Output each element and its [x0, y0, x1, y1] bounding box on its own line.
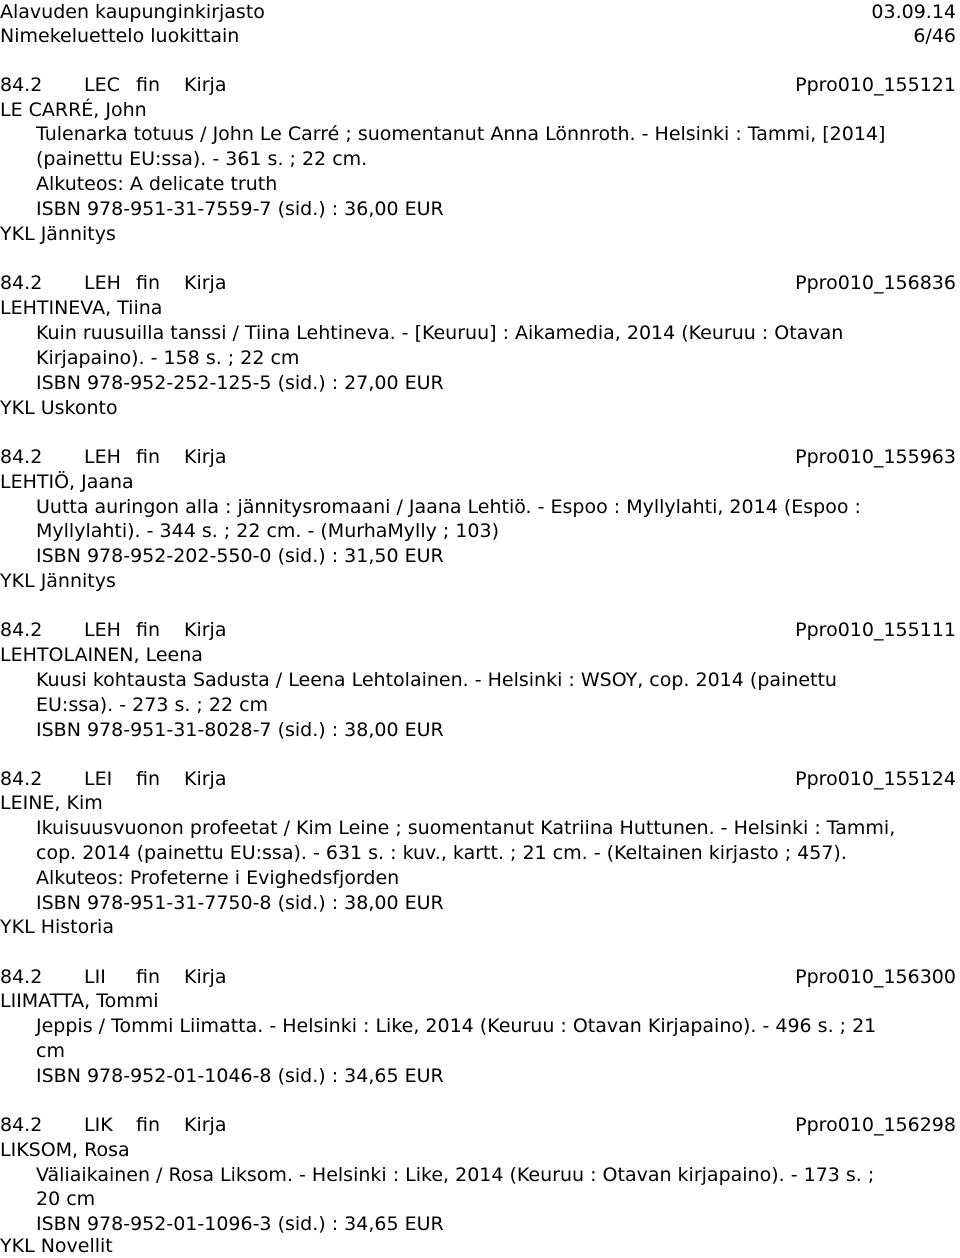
- entry-id: Ppro010_155963: [795, 446, 956, 468]
- entry-ykl: YKL Uskonto: [0, 397, 118, 419]
- entry-classification: 84.2 LEH fin Kirja: [0, 619, 227, 641]
- entry-isbn: ISBN 978-951-31-7750-8 (sid.) : 38,00 EUR: [36, 892, 444, 914]
- entry-author: LIKSOM, Rosa: [0, 1139, 130, 1161]
- entry-code-row: [0, 271, 960, 295]
- entry-isbn: ISBN 978-952-01-1046-8 (sid.) : 34,65 EUR: [36, 1065, 444, 1087]
- list-title: Nimekeluettelo luokittain: [0, 25, 240, 47]
- entry-id: Ppro010_155124: [795, 768, 956, 790]
- print-date: 03.09.14: [871, 1, 956, 23]
- entry-author: LE CARRÉ, John: [0, 99, 147, 121]
- entry-description-line: Uutta auringon alla : jännitysromaani / Jaana Lehtiö. - Espoo : Myllylahti, 2014 (Espoo :: [36, 496, 861, 518]
- entry-description-line: Jeppis / Tommi Liimatta. - Helsinki : Like, 2014 (Keuruu : Otavan Kirjapaino). - 496 s. ; 21: [36, 1015, 877, 1037]
- entry-code-row: [0, 767, 960, 791]
- entry-description-line: Kuusi kohtausta Sadusta / Leena Lehtolainen. - Helsinki : WSOY, cop. 2014 (painettu: [36, 669, 837, 691]
- entry-description-line: Myllylahti). - 344 s. ; 22 cm. - (MurhaMylly ; 103): [36, 520, 499, 542]
- entry-description-line: Kuin ruusuilla tanssi / Tiina Lehtineva. - [Keuruu] : Aikamedia, 2014 (Keuruu : Otavan: [36, 322, 844, 344]
- entry-isbn: ISBN 978-951-31-8028-7 (sid.) : 38,00 EUR: [36, 719, 444, 741]
- entry-description-line: Ikuisuusvuonon profeetat / Kim Leine ; suomentanut Katriina Huttunen. - Helsinki : Tammi,: [36, 817, 896, 839]
- entry-description-line: (painettu EU:ssa). - 361 s. ; 22 cm.: [36, 148, 368, 170]
- entry-ykl: YKL Novellit: [0, 1235, 113, 1257]
- entry-isbn: ISBN 978-952-202-550-0 (sid.) : 31,50 EUR: [36, 545, 444, 567]
- entry-classification: 84.2 LEC fin Kirja: [0, 74, 227, 96]
- entry-id: Ppro010_155111: [795, 619, 956, 641]
- entry-classification: 84.2 LIK fin Kirja: [0, 1114, 227, 1136]
- entry-code-row: [0, 445, 960, 469]
- entry-description-line: Tulenarka totuus / John Le Carré ; suomentanut Anna Lönnroth. - Helsinki : Tammi, [2014]: [36, 123, 886, 145]
- page-number: 6/46: [913, 25, 956, 47]
- entry-description-line: Alkuteos: A delicate truth: [36, 173, 278, 195]
- entry-isbn: ISBN 978-952-01-1096-3 (sid.) : 34,65 EUR: [36, 1213, 444, 1235]
- entry-description-line: cm: [36, 1040, 65, 1062]
- library-name: Alavuden kaupunginkirjasto: [0, 1, 265, 23]
- entry-isbn: ISBN 978-952-252-125-5 (sid.) : 27,00 EUR: [36, 372, 444, 394]
- entry-description-line: EU:ssa). - 273 s. ; 22 cm: [36, 694, 269, 716]
- entry-description-line: cop. 2014 (painettu EU:ssa). - 631 s. : kuv., kartt. ; 21 cm. - (Keltainen kirjasto ; 457).: [36, 842, 847, 864]
- entry-classification: 84.2 LEH fin Kirja: [0, 446, 227, 468]
- entry-id: Ppro010_156298: [795, 1114, 956, 1136]
- entry-ykl: YKL Historia: [0, 916, 114, 938]
- entry-author: LIIMATTA, Tommi: [0, 990, 159, 1012]
- entry-author: LEHTOLAINEN, Leena: [0, 644, 203, 666]
- entry-id: Ppro010_155121: [795, 74, 956, 96]
- header-row-1: [0, 0, 960, 24]
- entry-author: LEHTINEVA, Tiina: [0, 297, 163, 319]
- entry-ykl: YKL Jännitys: [0, 223, 116, 245]
- entry-isbn: ISBN 978-951-31-7559-7 (sid.) : 36,00 EUR: [36, 198, 444, 220]
- entry-code-row: [0, 1113, 960, 1137]
- entry-classification: 84.2 LII fin Kirja: [0, 966, 227, 988]
- entry-code-row: [0, 965, 960, 989]
- header-row-2: [0, 24, 960, 48]
- entry-id: Ppro010_156300: [795, 966, 956, 988]
- entry-id: Ppro010_156836: [795, 272, 956, 294]
- entry-description-line: Alkuteos: Profeterne i Evighedsfjorden: [36, 867, 400, 889]
- entry-code-row: [0, 73, 960, 97]
- entry-classification: 84.2 LEI fin Kirja: [0, 768, 227, 790]
- entry-description-line: 20 cm: [36, 1188, 96, 1210]
- entry-author: LEHTIÖ, Jaana: [0, 471, 134, 493]
- entry-description-line: Väliaikainen / Rosa Liksom. - Helsinki : Like, 2014 (Keuruu : Otavan kirjapaino). - 173 s. ;: [36, 1164, 875, 1186]
- entry-classification: 84.2 LEH fin Kirja: [0, 272, 227, 294]
- entry-author: LEINE, Kim: [0, 792, 103, 814]
- entry-code-row: [0, 618, 960, 642]
- entry-description-line: Kirjapaino). - 158 s. ; 22 cm: [36, 347, 300, 369]
- entry-ykl: YKL Jännitys: [0, 570, 116, 592]
